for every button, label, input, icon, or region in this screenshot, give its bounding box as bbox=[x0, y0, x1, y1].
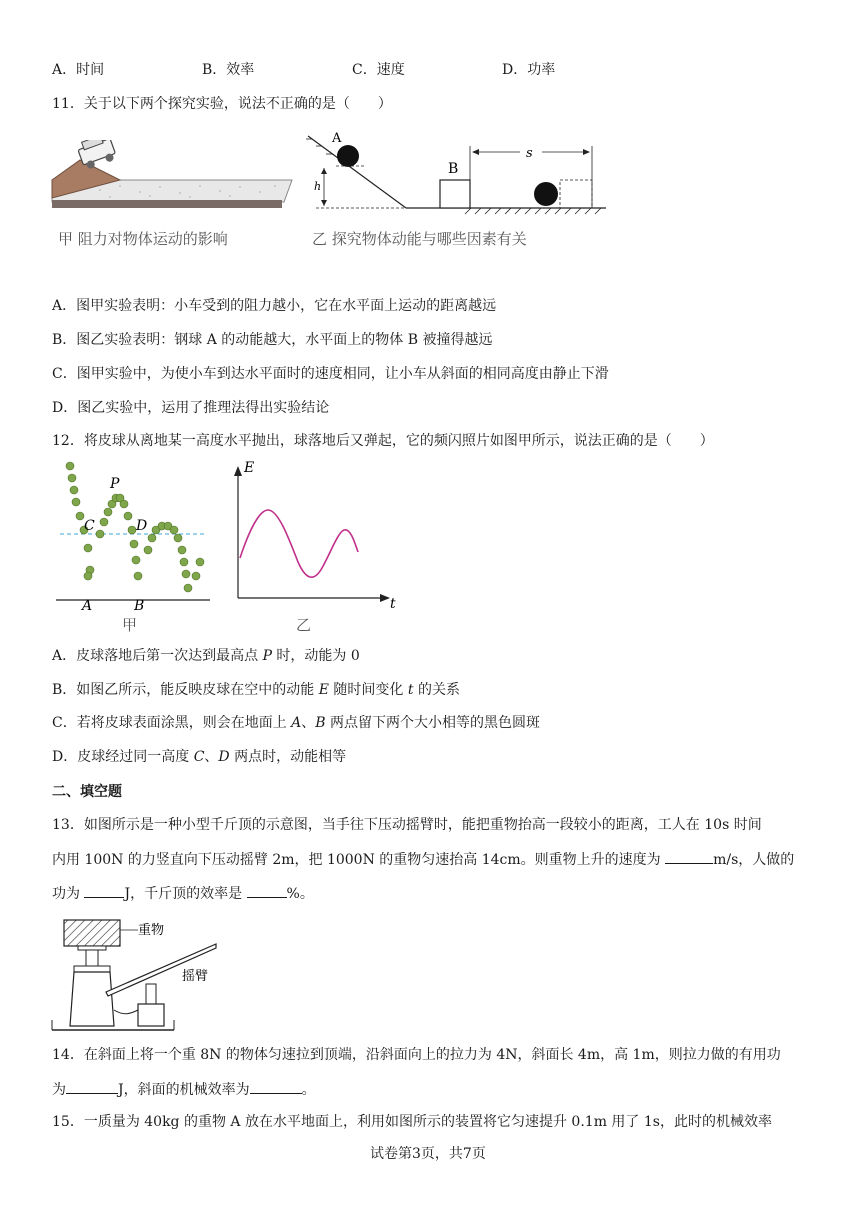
q11-option-d: D．图乙实验中，运用了推理法得出实验结论 bbox=[52, 400, 330, 416]
label-d: D bbox=[136, 518, 148, 534]
q13-blank-efficiency[interactable] bbox=[247, 883, 287, 898]
q10-option-b: B．效率 bbox=[202, 62, 255, 78]
label-a-point: A bbox=[82, 598, 93, 614]
q10-option-c: C．速度 bbox=[352, 62, 405, 78]
weight-block bbox=[64, 920, 120, 946]
label-yi: 乙 bbox=[296, 616, 312, 634]
label-weight: 重物 bbox=[138, 923, 165, 938]
page-footer: 试卷第3页，共7页 bbox=[370, 1146, 486, 1162]
q12-option-c: C．若将皮球表面涂黑，则会在地面上 A、B 两点留下两个大小相等的黑色圆斑 bbox=[52, 715, 541, 731]
q15-line1: 15．一质量为 40kg 的重物 A 放在水平地面上，利用如图所示的装置将它匀速提升 0.1m 用了 1s，此时的机械效率 bbox=[52, 1114, 772, 1130]
label-b: B bbox=[448, 161, 459, 177]
q10-option-d: D．功率 bbox=[502, 62, 556, 78]
q12-option-a: A．皮球落地后第一次达到最高点 P 时，动能为 0 bbox=[52, 648, 360, 664]
q11-fig-yi-caption: 乙 探究物体动能与哪些因素有关 bbox=[312, 230, 527, 248]
q12-figure-yi bbox=[226, 458, 406, 636]
label-arm: 摇臂 bbox=[182, 969, 209, 984]
label-t: t bbox=[390, 596, 396, 612]
q11-figure-yi bbox=[306, 128, 610, 218]
ball-ground bbox=[534, 182, 558, 206]
q10-options bbox=[52, 60, 812, 80]
block-b bbox=[440, 180, 470, 208]
q11-fig-jia-caption: 甲 阻力对物体运动的影响 bbox=[58, 230, 228, 248]
q13-line1: 13．如图所示是一种小型千斤顶的示意图，当手往下压动摇臂时，能把重物抬高一段较小的距离，工人在 10s 时间 bbox=[52, 817, 762, 833]
q13-blank-speed[interactable] bbox=[665, 849, 713, 864]
label-s: s bbox=[526, 146, 533, 161]
q14-line2: 为 J，斜面的机械效率为 。 bbox=[52, 1079, 316, 1100]
q11-option-b: B．图乙实验表明：钢球 A 的动能越大，水平面上的物体 B 被撞得越远 bbox=[52, 332, 493, 348]
q11-option-a: A．图甲实验表明：小车受到的阻力越小，它在水平面上运动的距离越远 bbox=[52, 298, 497, 314]
plank-base bbox=[52, 200, 282, 208]
q13-line3: 功为 J，千斤顶的效率是 %。 bbox=[52, 883, 314, 904]
q12-option-d: D．皮球经过同一高度 C、D 两点时，动能相等 bbox=[52, 749, 347, 765]
q12-option-b: B．如图乙所示，能反映皮球在空中的动能 E 随时间变化 t 的关系 bbox=[52, 682, 460, 698]
label-a: A bbox=[332, 131, 342, 146]
q11-stem: 11．关于以下两个探究实验，说法不正确的是（ ） bbox=[52, 96, 392, 112]
q11-figure-jia bbox=[50, 140, 300, 220]
label-p: P bbox=[110, 476, 120, 492]
label-h: h bbox=[314, 180, 322, 193]
q11-option-c: C．图甲实验中，为使小车到达水平面时的速度相同，让小车从斜面的相同高度由静止下滑 bbox=[52, 366, 609, 382]
q13-blank-work[interactable] bbox=[84, 883, 124, 898]
q13-jack-figure bbox=[48, 914, 228, 1034]
label-b-point: B bbox=[134, 598, 145, 614]
ball-a bbox=[337, 145, 359, 167]
section-title: 二、填空题 bbox=[52, 784, 122, 800]
jack-base bbox=[70, 972, 114, 1026]
q12-figure-jia bbox=[50, 458, 220, 636]
q12-stem: 12．将皮球从离地某一高度水平抛出，球落地后又弹起，它的频闪照片如图甲所示，说法正确的是（ ） bbox=[52, 433, 714, 449]
q14-blank-useful-work[interactable] bbox=[66, 1079, 118, 1094]
q14-line1: 14．在斜面上将一个重 8N 的物体匀速拉到顶端，沿斜面向上的拉力为 4N，斜面长 4m，高 1m，则拉力做的有用功 bbox=[52, 1047, 781, 1063]
energy-curve bbox=[240, 510, 358, 577]
q10-option-a: A．时间 bbox=[52, 62, 105, 78]
label-e: E bbox=[244, 460, 255, 476]
q13-line2: 内用 100N 的力竖直向下压动摇臂 2m，把 1000N 的重物匀速抬高 14cm。则重物上升的速度为 m/s，人做的 bbox=[52, 849, 794, 870]
q14-blank-efficiency[interactable] bbox=[250, 1079, 302, 1094]
label-jia: 甲 bbox=[122, 616, 138, 634]
label-c: C bbox=[84, 518, 95, 534]
